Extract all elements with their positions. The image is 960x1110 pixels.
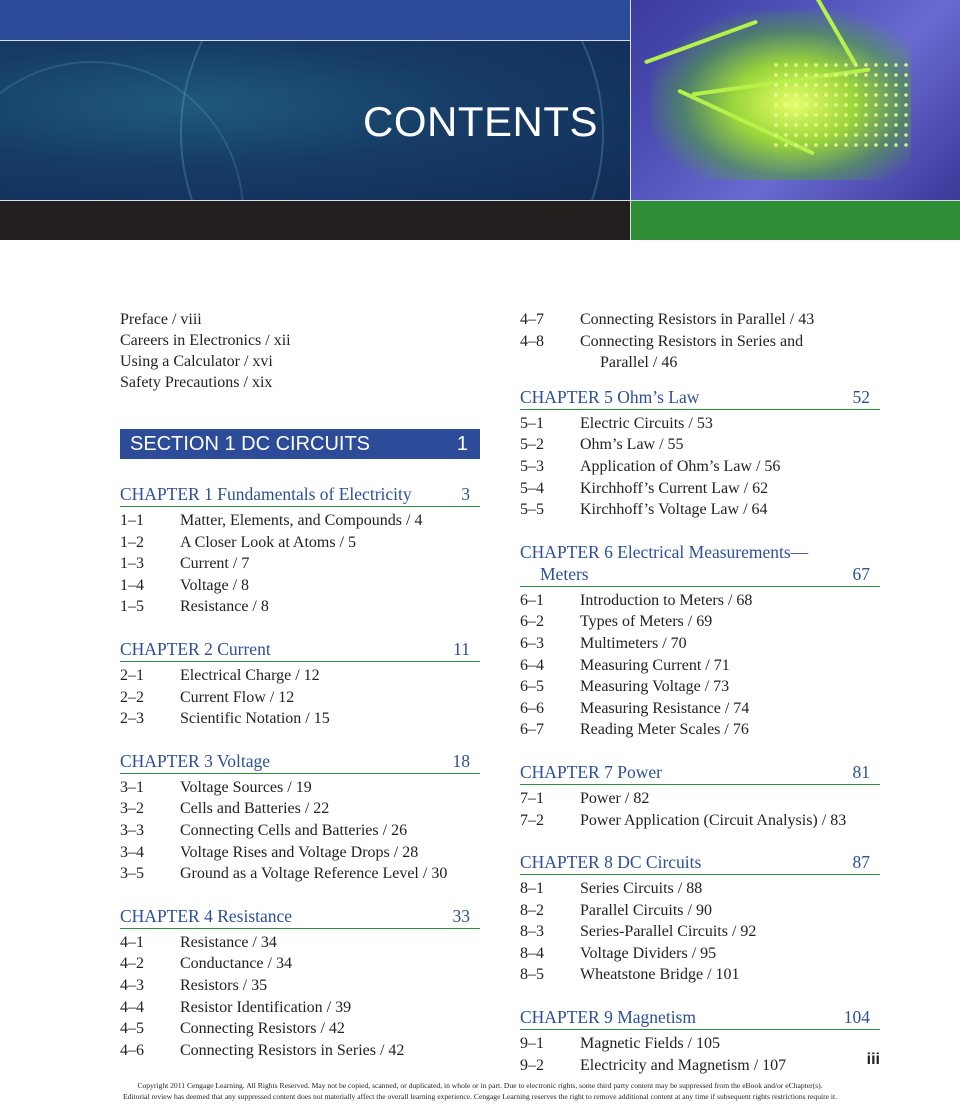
- section-page: 1: [456, 432, 468, 455]
- chapter-block: [120, 483, 480, 618]
- entry-number: 2–2: [120, 688, 144, 706]
- chapter-page: 81: [852, 761, 870, 782]
- entry-text: Types of Meters / 69: [580, 613, 713, 631]
- front-matter-item[interactable]: Preface / viii: [120, 311, 202, 328]
- entry-text: Matter, Elements, and Compounds / 4: [180, 512, 423, 529]
- entry-number: 6–5: [520, 678, 544, 696]
- entry-number: 3–1: [120, 778, 144, 796]
- toc-entry[interactable]: [120, 1040, 480, 1062]
- toc-entry[interactable]: [120, 997, 480, 1019]
- entry-text: Parallel Circuits / 90: [580, 901, 712, 919]
- toc-entry[interactable]: [120, 596, 480, 618]
- chapter-heading[interactable]: [520, 386, 880, 410]
- toc-entry[interactable]: [520, 590, 880, 612]
- toc-entry[interactable]: [520, 943, 880, 965]
- entry-number: 1–5: [120, 598, 144, 616]
- chapter-heading[interactable]: [520, 1006, 880, 1030]
- front-matter-item[interactable]: Careers in Electronics / xii: [120, 332, 291, 349]
- chapter-heading[interactable]: [120, 750, 480, 774]
- entry-text: Power Application (Circuit Analysis) / 83: [580, 811, 847, 829]
- toc-entry[interactable]: [120, 820, 480, 842]
- toc-entry[interactable]: [520, 1033, 880, 1055]
- entry-text: Voltage Rises and Voltage Drops / 28: [180, 843, 419, 861]
- entry-text: Connecting Resistors in Parallel / 43: [580, 311, 815, 328]
- chapter-title: CHAPTER 8 DC Circuits: [520, 852, 702, 873]
- toc-entry[interactable]: [520, 611, 880, 633]
- entry-text: Introduction to Meters / 68: [580, 591, 753, 609]
- entry-number: 4–8: [520, 332, 544, 350]
- entry-number: 6–2: [520, 613, 544, 631]
- entry-text: Cells and Batteries / 22: [180, 800, 330, 818]
- toc-entry[interactable]: [520, 331, 880, 374]
- chapter-page: 11: [453, 638, 470, 659]
- chapter-title: CHAPTER 6 Electrical Measurements—: [520, 541, 809, 562]
- toc-entry[interactable]: [520, 633, 880, 655]
- toc-entry[interactable]: [520, 676, 880, 698]
- chapter-page: 87: [852, 852, 870, 873]
- entry-number: 6–3: [520, 634, 544, 652]
- entry-number: 3–4: [120, 843, 144, 861]
- chapter-title: CHAPTER 7 Power: [520, 761, 662, 782]
- toc-entry[interactable]: [120, 510, 480, 532]
- entry-text: Connecting Resistors / 42: [180, 1020, 345, 1038]
- chapter-page: 3: [461, 484, 470, 504]
- chapter-heading[interactable]: [520, 541, 880, 587]
- toc-entry[interactable]: [120, 975, 480, 997]
- entry-text: Scientific Notation / 15: [180, 710, 330, 728]
- toc-entry[interactable]: [520, 719, 880, 741]
- entry-text: Kirchhoff’s Voltage Law / 64: [580, 501, 768, 519]
- entry-text: Voltage Dividers / 95: [580, 944, 717, 962]
- entry-text: Kirchhoff’s Current Law / 62: [580, 479, 769, 497]
- chapter-heading[interactable]: [520, 761, 880, 785]
- chapter-title: CHAPTER 3 Voltage: [120, 750, 271, 771]
- entry-text: Measuring Current / 71: [580, 656, 730, 674]
- entry-number: 5–2: [520, 436, 544, 454]
- chapter-block: [520, 761, 880, 831]
- entry-text: Electricity and Magnetism / 107: [580, 1056, 787, 1074]
- toc-entry[interactable]: [520, 810, 880, 832]
- entry-text: Voltage Sources / 19: [180, 778, 312, 796]
- header-banner: [0, 0, 960, 240]
- chapter-block: [120, 638, 480, 730]
- entry-number: 8–5: [520, 966, 544, 984]
- chapter-page: 67: [852, 563, 870, 584]
- entry-number: 6–1: [520, 591, 544, 609]
- toc-entry[interactable]: [120, 842, 480, 864]
- toc-entry[interactable]: [520, 478, 880, 500]
- chapter-block: [120, 750, 480, 885]
- toc-entry[interactable]: [120, 708, 480, 730]
- toc-entry[interactable]: [520, 655, 880, 677]
- chapter-title: CHAPTER 9 Magnetism: [520, 1007, 696, 1028]
- entry-number: 1–4: [120, 576, 144, 594]
- front-matter-list: [120, 309, 480, 393]
- banner-dark-band: [0, 201, 630, 240]
- chapter-heading[interactable]: [120, 905, 480, 929]
- chapter-title: CHAPTER 2 Current: [120, 638, 271, 659]
- entry-text: Reading Meter Scales / 76: [580, 721, 749, 739]
- banner-divider: [630, 0, 631, 240]
- entry-text: A Closer Look at Atoms / 5: [180, 533, 356, 551]
- toc-entry[interactable]: [120, 687, 480, 709]
- entry-text: Connecting Resistors in Series and: [580, 332, 804, 350]
- toc-entry[interactable]: [520, 921, 880, 943]
- copyright-line: Editorial review has deemed that any suppressed content does not materially affect the overall learning experience. Cengage Learning reserves the right to remove additional content at any time if subsequent rights restrictions require it.: [122, 1092, 838, 1101]
- entry-number: 2–3: [120, 710, 144, 728]
- entry-number: 4–4: [120, 998, 144, 1016]
- toc-entry[interactable]: [520, 309, 880, 331]
- entry-number: 2–1: [120, 666, 144, 684]
- entry-text: Voltage / 8: [180, 576, 250, 594]
- entry-text: Series-Parallel Circuits / 92: [580, 923, 757, 941]
- banner-green-band: [631, 201, 960, 240]
- entry-text: Power / 82: [580, 789, 650, 807]
- entry-text: Electric Circuits / 53: [580, 414, 713, 432]
- entry-text: Wheatstone Bridge / 101: [580, 966, 740, 984]
- entry-number: 4–2: [120, 955, 144, 973]
- chapter-heading[interactable]: [120, 483, 480, 507]
- entry-number: 4–6: [120, 1041, 144, 1059]
- entry-number: 5–1: [520, 414, 544, 432]
- entry-number: 8–2: [520, 901, 544, 919]
- entry-text: Application of Ohm’s Law / 56: [580, 457, 781, 475]
- entry-number: 4–1: [120, 933, 144, 951]
- copyright-notice: [0, 1080, 960, 1102]
- toc-entry[interactable]: [520, 434, 880, 456]
- toc-entry[interactable]: [120, 1018, 480, 1040]
- entry-text: Electrical Charge / 12: [180, 666, 320, 684]
- toc-entry[interactable]: [120, 798, 480, 820]
- toc-entry[interactable]: [520, 413, 880, 435]
- entry-text: Current Flow / 12: [180, 688, 295, 706]
- entry-text: Connecting Cells and Batteries / 26: [180, 821, 408, 839]
- entry-number: 6–7: [520, 721, 544, 739]
- page-number: iii: [866, 1051, 880, 1068]
- entry-text: Connecting Resistors in Series / 42: [180, 1041, 405, 1059]
- chapter-title: CHAPTER 4 Resistance: [120, 905, 293, 926]
- entry-text: Measuring Voltage / 73: [580, 678, 730, 696]
- entry-text-continued: Parallel / 46: [600, 354, 678, 372]
- entry-number: 6–6: [520, 699, 544, 717]
- entry-number: 1–2: [120, 533, 144, 551]
- toc-entry[interactable]: [520, 788, 880, 810]
- chapter-block: [520, 386, 880, 521]
- entry-text: Resistor Identification / 39: [180, 998, 352, 1016]
- toc-entry[interactable]: [520, 964, 880, 986]
- chapter-title: CHAPTER 5 Ohm’s Law: [520, 386, 700, 407]
- entry-text: Magnetic Fields / 105: [580, 1035, 720, 1053]
- entry-number: 5–3: [520, 457, 544, 475]
- copyright-line: Copyright 2011 Cengage Learning. All Rights Reserved. May not be copied, scanned, or duplicated, in whole or in part. Due to electronic rights, some third party content may be suppressed from the eBook and/or eChapter(s).: [137, 1081, 823, 1090]
- chapter-block: [520, 851, 880, 986]
- entry-number: 4–3: [120, 976, 144, 994]
- toc-entry[interactable]: [120, 863, 480, 885]
- entry-text: Current / 7: [180, 555, 250, 573]
- entry-number: 4–5: [120, 1020, 144, 1038]
- entry-number: 8–3: [520, 923, 544, 941]
- toc-entry[interactable]: [520, 1055, 880, 1077]
- toc-entry[interactable]: [520, 456, 880, 478]
- toc-entry[interactable]: [120, 953, 480, 975]
- toc-entry[interactable]: [520, 878, 880, 900]
- front-matter-item[interactable]: Safety Precautions / xix: [120, 374, 273, 391]
- entry-number: 9–2: [520, 1056, 544, 1074]
- chapter-title: CHAPTER 1 Fundamentals of Electricity: [120, 484, 412, 504]
- entry-text: Multimeters / 70: [580, 634, 687, 652]
- toc-entry[interactable]: [520, 698, 880, 720]
- toc-right-column: [520, 309, 880, 1076]
- entry-number: 3–2: [120, 800, 144, 818]
- chapter-page: 18: [452, 750, 470, 771]
- chapter-block: [120, 905, 480, 1062]
- entry-text: Ground as a Voltage Reference Level / 30: [180, 865, 448, 883]
- entry-text: Resistors / 35: [180, 976, 268, 994]
- entry-number: 7–2: [520, 811, 544, 829]
- chapter-title-continued: Meters: [540, 563, 589, 584]
- entry-number: 8–1: [520, 880, 544, 898]
- banner-top-band: [0, 0, 630, 40]
- chapter-continuation: [520, 309, 880, 374]
- chapter-page: 52: [852, 386, 870, 407]
- entry-number: 1–1: [120, 512, 144, 529]
- toc-entry[interactable]: [120, 932, 480, 954]
- entry-number: 1–3: [120, 555, 144, 573]
- toc-left-column: [120, 309, 480, 1061]
- entry-text: Conductance / 34: [180, 955, 292, 973]
- chapter-page: 33: [452, 905, 470, 926]
- toc-entry[interactable]: [520, 900, 880, 922]
- entry-number: 5–4: [520, 479, 544, 497]
- entry-number: 4–7: [520, 311, 544, 328]
- toc-entry[interactable]: [120, 777, 480, 799]
- entry-text: Ohm’s Law / 55: [580, 436, 684, 454]
- toc-entry[interactable]: [120, 575, 480, 597]
- entry-number: 5–5: [520, 501, 544, 519]
- entry-number: 7–1: [520, 789, 544, 807]
- entry-text: Resistance / 34: [180, 933, 277, 951]
- entry-number: 3–3: [120, 821, 144, 839]
- toc-entry[interactable]: [120, 665, 480, 687]
- entry-number: 6–4: [520, 656, 544, 674]
- front-matter-item[interactable]: Using a Calculator / xvi: [120, 353, 273, 370]
- circuit-board-photo: [631, 0, 960, 200]
- chapter-heading[interactable]: [120, 638, 480, 662]
- entry-text: Measuring Resistance / 74: [580, 699, 750, 717]
- entry-text: Resistance / 8: [180, 598, 269, 616]
- entry-number: 8–4: [520, 944, 544, 962]
- chapter-heading[interactable]: [520, 851, 880, 875]
- entry-number: 9–1: [520, 1035, 544, 1053]
- section-label: SECTION 1 DC CIRCUITS: [130, 432, 371, 455]
- entry-text: Series Circuits / 88: [580, 880, 703, 898]
- chapter-page: 104: [843, 1007, 870, 1028]
- chapter-block: [520, 541, 880, 741]
- toc-entry[interactable]: [520, 499, 880, 521]
- toc-entry[interactable]: [120, 553, 480, 575]
- chapter-block: [520, 1006, 880, 1076]
- entry-number: 3–5: [120, 865, 144, 883]
- section-heading[interactable]: [120, 429, 480, 459]
- toc-entry[interactable]: [120, 532, 480, 554]
- page-title: CONTENTS: [363, 98, 598, 145]
